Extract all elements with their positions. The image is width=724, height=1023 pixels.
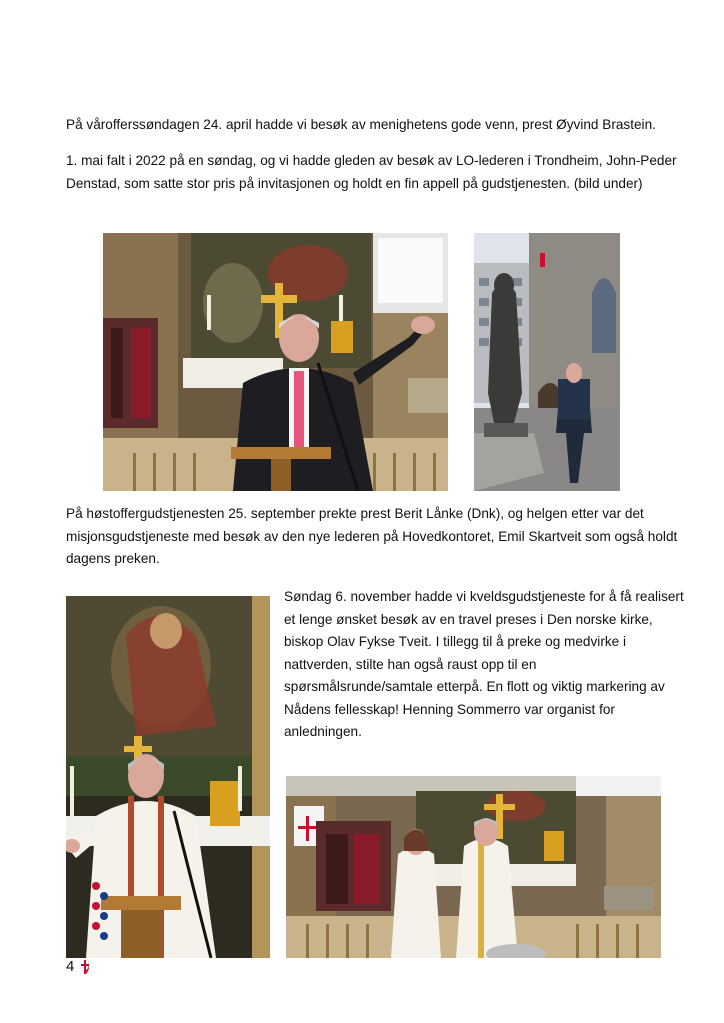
paragraph-may-day: 1. mai falt i 2022 på en søndag, og vi hadde gleden av besøk av LO-lederen i Trondheim, John-Peder Denstad, som satte stor pris på invitasjonen og holdt en fin appell på gudstjenesten. (bild under): [66, 153, 677, 191]
photo-altar-service: [286, 776, 661, 958]
cross-flame-logo-icon: [79, 958, 91, 976]
paragraph-easter-offering: På vårofferssøndagen 24. april hadde vi besøk av menighetens gode venn, prest Øyvind Brastein.: [66, 117, 656, 132]
photo-statue-visit: [474, 233, 620, 491]
page-number: 4: [66, 958, 75, 975]
photo-lo-leader-speech: [103, 233, 448, 491]
paragraph-november-service: Søndag 6. november hadde vi kveldsgudstjeneste for å få realisert et lenge ønsket besøk av en travel preses i Den norske kirke, biskop Olav Fykse Tveit. I tillegg til å preke og medvirke i nattverden, stilte han også raust opp til en spørsmålsrunde/samtale etterpå. En flott og viktig markering av Nådens fellesskap! Henning Sommerro var organist for anledningen.: [284, 589, 684, 739]
paragraph-harvest-offering: På høstoffergudstjenesten 25. september prekte prest Berit Lånke (Dnk), og helgen etter var det misjonsgudstjeneste med besøk av den nye lederen på Hovedkontoret, Emil Skartveit som også holdt dagens preken.: [66, 506, 678, 566]
photo-bishop-preaching: [66, 596, 270, 958]
